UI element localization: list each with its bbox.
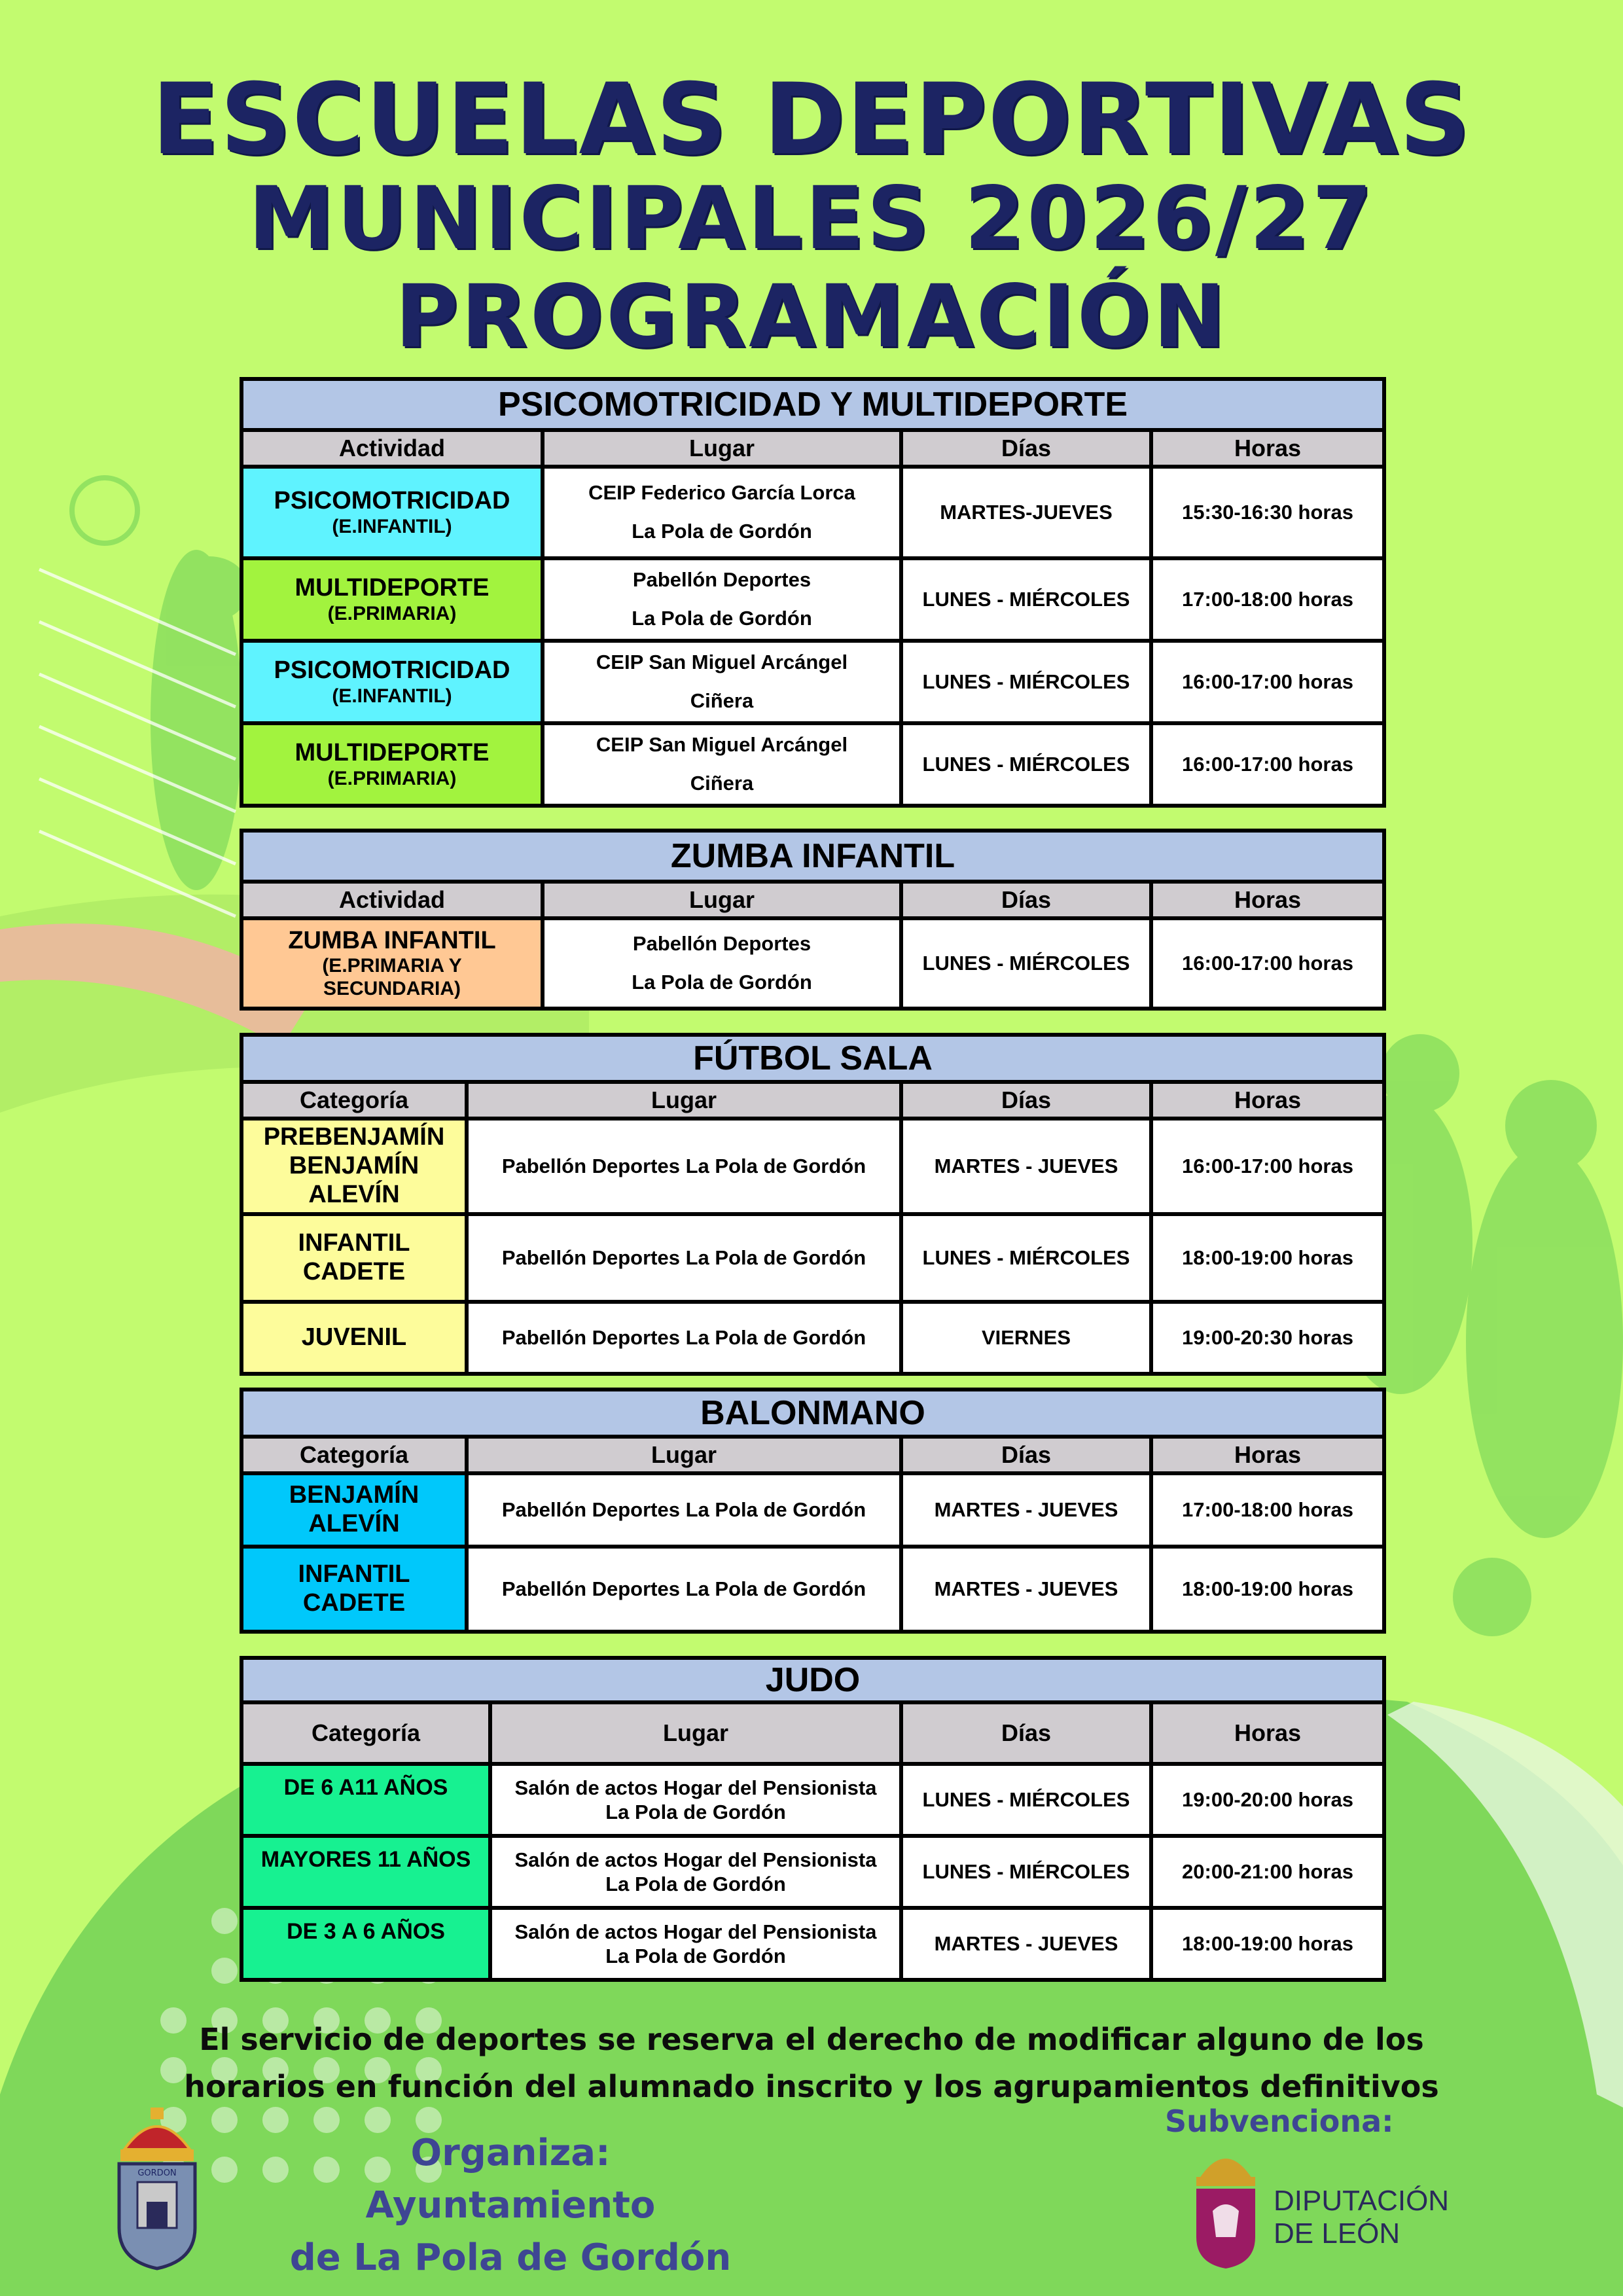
subvenciona-label: Subvenciona: bbox=[1165, 2104, 1394, 2139]
column-header: Días bbox=[901, 430, 1151, 467]
crest-motto: GORDON bbox=[137, 2168, 177, 2178]
days-cell: MARTES-JUEVES bbox=[901, 467, 1151, 558]
table-row bbox=[241, 1214, 1384, 1302]
psicomotricidad-table bbox=[240, 377, 1386, 808]
table-row bbox=[241, 723, 1384, 806]
column-header: Días bbox=[901, 882, 1151, 918]
place-cell: CEIP San Miguel Arcángel Ciñera bbox=[543, 641, 901, 723]
place-cell: Pabellón Deportes La Pola de Gordón bbox=[543, 918, 901, 1009]
activity-cell: PSICOMOTRICIDAD (E.INFANTIL) bbox=[241, 641, 543, 723]
column-header: Lugar bbox=[467, 1082, 901, 1119]
activity-cell: PSICOMOTRICIDAD (E.INFANTIL) bbox=[241, 467, 543, 558]
column-header: Horas bbox=[1151, 1437, 1384, 1473]
title-line-3: PROGRAMACIÓN bbox=[395, 266, 1228, 367]
place-cell: Pabellón Deportes La Pola de Gordón bbox=[543, 558, 901, 641]
days-cell: LUNES - MIÉRCOLES bbox=[901, 558, 1151, 641]
section-title: PSICOMOTRICIDAD Y MULTIDEPORTE bbox=[241, 379, 1384, 430]
hours-cell: 16:00-17:00 horas bbox=[1151, 1119, 1384, 1214]
category-cell: INFANTIL CADETE bbox=[241, 1547, 467, 1632]
column-header: Lugar bbox=[543, 430, 901, 467]
category-cell: DE 3 A 6 AÑOS bbox=[241, 1908, 490, 1980]
table-row bbox=[241, 1119, 1384, 1214]
title-line-2: MUNICIPALES 2026/27 bbox=[248, 168, 1375, 269]
table-row bbox=[241, 1547, 1384, 1632]
place-cell: Salón de actos Hogar del Pensionista La Pola de Gordón bbox=[490, 1908, 901, 1980]
table-row bbox=[241, 1473, 1384, 1547]
column-header: Horas bbox=[1151, 430, 1384, 467]
schedule-notice: El servicio de deportes se reserva el derecho de modificar alguno de los horarios en función del alumnado inscrito y los agrupamientos definitivos bbox=[184, 2022, 1439, 2104]
table-row bbox=[241, 467, 1384, 558]
days-cell: LUNES - MIÉRCOLES bbox=[901, 641, 1151, 723]
column-header: Horas bbox=[1151, 1702, 1384, 1764]
days-cell: MARTES - JUEVES bbox=[901, 1119, 1151, 1214]
column-header: Horas bbox=[1151, 1082, 1384, 1119]
table-row bbox=[241, 1302, 1384, 1374]
futbol-sala-table bbox=[240, 1033, 1386, 1376]
section-title: BALONMANO bbox=[241, 1390, 1384, 1437]
place-cell: Pabellón Deportes La Pola de Gordón bbox=[467, 1547, 901, 1632]
title-line-1: ESCUELAS DEPORTIVAS bbox=[151, 63, 1472, 177]
column-header: Días bbox=[901, 1437, 1151, 1473]
column-header: Categoría bbox=[241, 1437, 467, 1473]
days-cell: LUNES - MIÉRCOLES bbox=[901, 1214, 1151, 1302]
place-cell: CEIP San Miguel Arcángel Ciñera bbox=[543, 723, 901, 806]
column-header: Lugar bbox=[543, 882, 901, 918]
column-header: Categoría bbox=[241, 1082, 467, 1119]
hours-cell: 16:00-17:00 horas bbox=[1151, 918, 1384, 1009]
place-cell: Salón de actos Hogar del Pensionista La Pola de Gordón bbox=[490, 1836, 901, 1908]
days-cell: MARTES - JUEVES bbox=[901, 1908, 1151, 1980]
balonmano-table bbox=[240, 1388, 1386, 1634]
category-cell: MAYORES 11 AÑOS bbox=[241, 1836, 490, 1908]
hours-cell: 16:00-17:00 horas bbox=[1151, 723, 1384, 806]
column-header: Días bbox=[901, 1702, 1151, 1764]
category-cell: INFANTIL CADETE bbox=[241, 1214, 467, 1302]
hours-cell: 16:00-17:00 horas bbox=[1151, 641, 1384, 723]
column-header: Días bbox=[901, 1082, 1151, 1119]
days-cell: MARTES - JUEVES bbox=[901, 1547, 1151, 1632]
activity-cell: MULTIDEPORTE (E.PRIMARIA) bbox=[241, 558, 543, 641]
table-row bbox=[241, 1764, 1384, 1836]
category-cell: JUVENIL bbox=[241, 1302, 467, 1374]
section-title: JUDO bbox=[241, 1658, 1384, 1702]
hours-cell: 20:00-21:00 horas bbox=[1151, 1836, 1384, 1908]
place-cell: Pabellón Deportes La Pola de Gordón bbox=[467, 1119, 901, 1214]
hours-cell: 18:00-19:00 horas bbox=[1151, 1547, 1384, 1632]
hours-cell: 19:00-20:00 horas bbox=[1151, 1764, 1384, 1836]
days-cell: LUNES - MIÉRCOLES bbox=[901, 918, 1151, 1009]
table-row bbox=[241, 1836, 1384, 1908]
column-header: Actividad bbox=[241, 430, 543, 467]
place-cell: Pabellón Deportes La Pola de Gordón bbox=[467, 1214, 901, 1302]
column-header: Actividad bbox=[241, 882, 543, 918]
table-row bbox=[241, 558, 1384, 641]
hours-cell: 17:00-18:00 horas bbox=[1151, 1473, 1384, 1547]
table-row bbox=[241, 918, 1384, 1009]
place-cell: Pabellón Deportes La Pola de Gordón bbox=[467, 1302, 901, 1374]
column-header: Horas bbox=[1151, 882, 1384, 918]
place-cell: Pabellón Deportes La Pola de Gordón bbox=[467, 1473, 901, 1547]
column-header: Lugar bbox=[467, 1437, 901, 1473]
category-cell: DE 6 A11 AÑOS bbox=[241, 1764, 490, 1836]
days-cell: LUNES - MIÉRCOLES bbox=[901, 1764, 1151, 1836]
coat-of-arms-icon bbox=[111, 2104, 203, 2274]
column-header: Lugar bbox=[490, 1702, 901, 1764]
days-cell: VIERNES bbox=[901, 1302, 1151, 1374]
diputacion-name: DIPUTACIÓN DE LEÓN bbox=[1274, 2185, 1450, 2250]
section-title: FÚTBOL SALA bbox=[241, 1035, 1384, 1082]
judo-table bbox=[240, 1656, 1386, 1982]
zumba-table bbox=[240, 829, 1386, 1011]
category-cell: PREBENJAMÍN BENJAMÍN ALEVÍN bbox=[241, 1119, 467, 1214]
table-row bbox=[241, 641, 1384, 723]
category-cell: BENJAMÍN ALEVÍN bbox=[241, 1473, 467, 1547]
days-cell: MARTES - JUEVES bbox=[901, 1473, 1151, 1547]
hours-cell: 15:30-16:30 horas bbox=[1151, 467, 1384, 558]
days-cell: LUNES - MIÉRCOLES bbox=[901, 723, 1151, 806]
table-row bbox=[241, 1908, 1384, 1980]
hours-cell: 17:00-18:00 horas bbox=[1151, 558, 1384, 641]
diputacion-crest-icon bbox=[1190, 2139, 1262, 2270]
section-title: ZUMBA INFANTIL bbox=[241, 831, 1384, 882]
hours-cell: 18:00-19:00 horas bbox=[1151, 1214, 1384, 1302]
organiza-text: Organiza: Ayuntamiento de La Pola de Gordón bbox=[289, 2132, 732, 2279]
place-cell: CEIP Federico García Lorca La Pola de Gordón bbox=[543, 467, 901, 558]
hours-cell: 19:00-20:30 horas bbox=[1151, 1302, 1384, 1374]
activity-cell: ZUMBA INFANTIL (E.PRIMARIA Y SECUNDARIA) bbox=[241, 918, 543, 1009]
days-cell: LUNES - MIÉRCOLES bbox=[901, 1836, 1151, 1908]
hours-cell: 18:00-19:00 horas bbox=[1151, 1908, 1384, 1980]
place-cell: Salón de actos Hogar del Pensionista La Pola de Gordón bbox=[490, 1764, 901, 1836]
activity-cell: MULTIDEPORTE (E.PRIMARIA) bbox=[241, 723, 543, 806]
column-header: Categoría bbox=[241, 1702, 490, 1764]
